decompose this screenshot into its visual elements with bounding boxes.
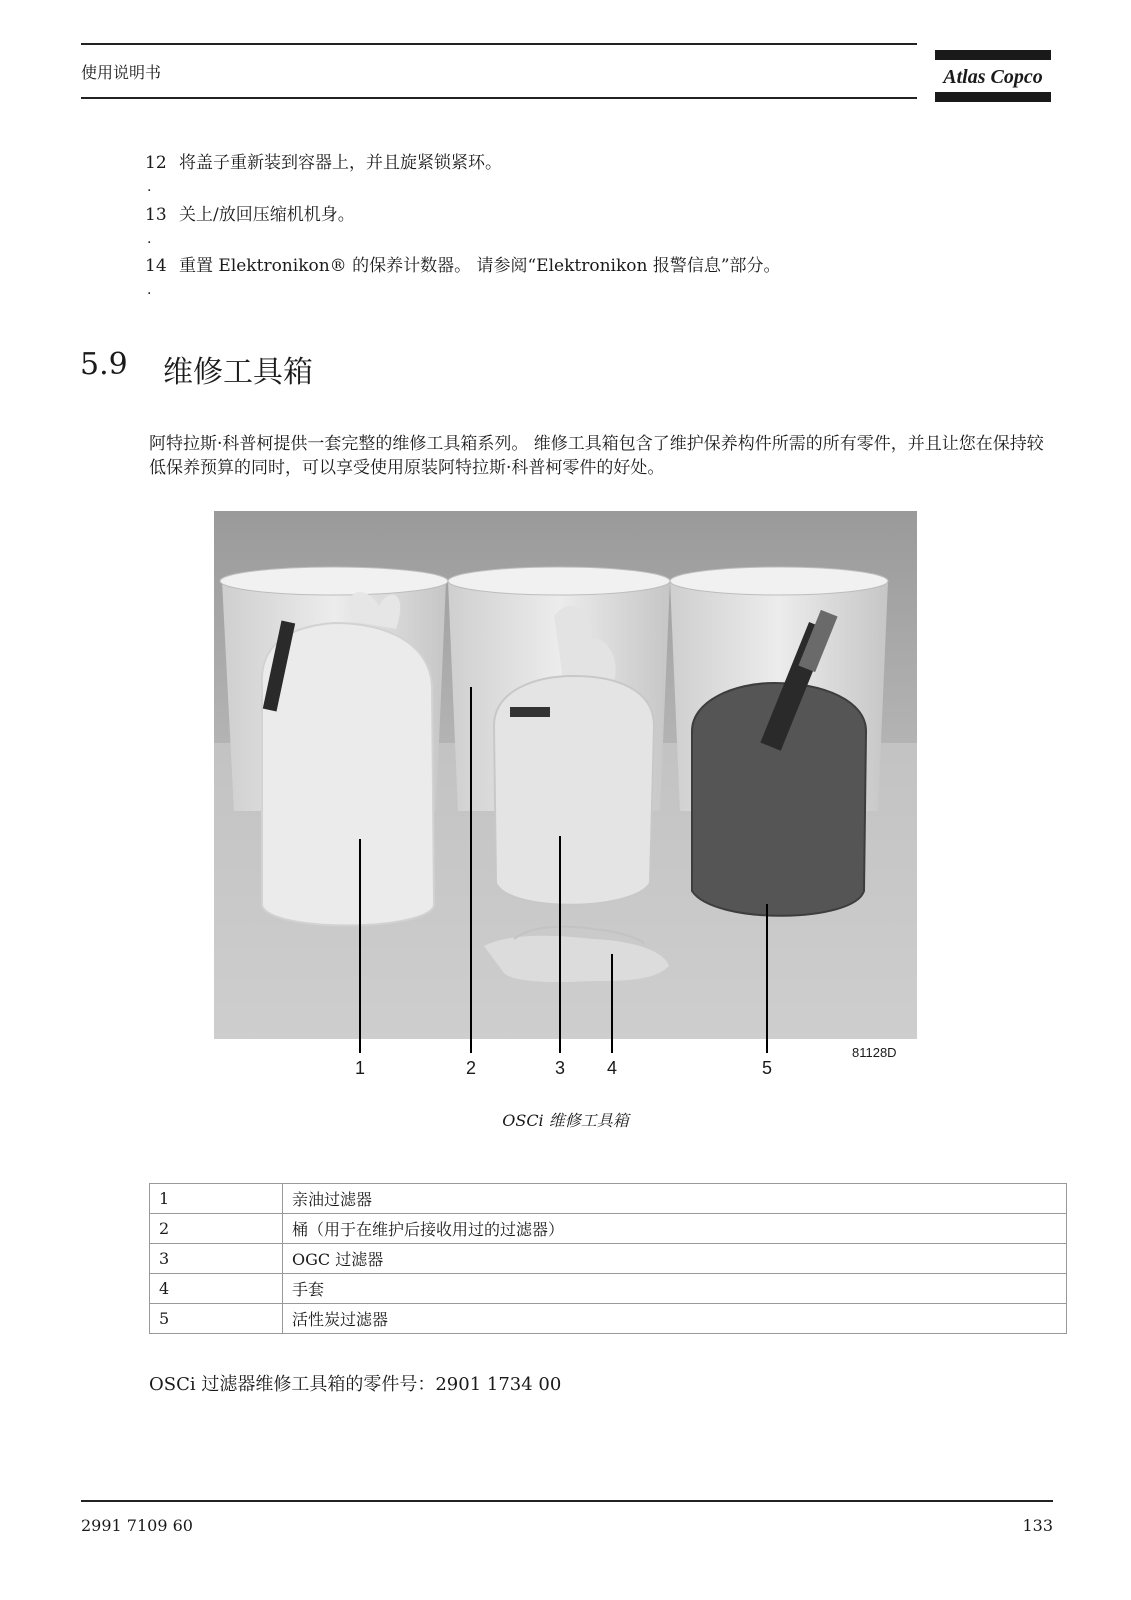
part-description-cell: 手套 xyxy=(283,1274,1067,1304)
table-row xyxy=(150,1244,1067,1274)
figure-reference: 81128D xyxy=(852,1045,897,1060)
part-description-cell: 活性炭过滤器 xyxy=(283,1304,1067,1334)
part-description-cell: 桶（用于在维护后接收用过的过滤器） xyxy=(283,1214,1067,1244)
document-number: 2991 7109 60 xyxy=(81,1516,193,1535)
callout-2: 2 xyxy=(465,1058,476,1078)
parts-table xyxy=(149,1183,1067,1334)
part-number-cell: 4 xyxy=(150,1274,283,1304)
table-row xyxy=(150,1184,1067,1214)
header-rule-top xyxy=(81,43,917,45)
part-description-cell: OGC 过滤器 xyxy=(283,1244,1067,1274)
part-number-cell: 5 xyxy=(150,1304,283,1334)
step-12 xyxy=(145,151,502,175)
logo-wordmark: Atlas Copco xyxy=(943,66,1043,88)
step-dot: . xyxy=(147,231,152,247)
page-number: 133 xyxy=(1022,1516,1053,1535)
step-dot: . xyxy=(147,179,152,195)
callout-4: 4 xyxy=(606,1058,617,1078)
section-number: 5.9 xyxy=(80,347,128,382)
step-14 xyxy=(145,254,781,278)
callout-lines-extension xyxy=(214,1039,917,1055)
header-rule-bottom xyxy=(81,97,917,99)
part-description-cell: 亲油过滤器 xyxy=(283,1184,1067,1214)
service-kit-photo xyxy=(214,511,917,1039)
part-number-cell: 1 xyxy=(150,1184,283,1214)
atlas-copco-logo xyxy=(935,50,1051,102)
footer-rule xyxy=(81,1500,1053,1502)
step-text: 关上/放回压缩机机身。 xyxy=(179,205,355,225)
section-title: 维修工具箱 xyxy=(163,355,313,390)
step-text: 重置 Elektronikon® 的保养计数器。 请参阅“Elektronikon 报警信息”部分。 xyxy=(179,256,781,276)
callout-1: 1 xyxy=(354,1058,365,1078)
table-row xyxy=(150,1274,1067,1304)
kit-part-number: OSCi 过滤器维修工具箱的零件号：2901 1734 00 xyxy=(149,1374,562,1395)
callout-5: 5 xyxy=(761,1058,772,1078)
step-dot: . xyxy=(147,282,152,298)
step-number: 12 xyxy=(145,153,167,173)
oleophilic-filter xyxy=(262,592,434,926)
table-row xyxy=(150,1214,1067,1244)
step-13 xyxy=(145,203,355,227)
part-number-cell: 3 xyxy=(150,1244,283,1274)
intro-paragraph: 阿特拉斯·科普柯提供一套完整的维修工具箱系列。 维修工具箱包含了维护保养构件所需的所有零件，并且让您在保持较低保养预算的同时，可以享受使用原装阿特拉斯·科普柯零件的好处。 xyxy=(149,434,1044,478)
part-number-cell: 2 xyxy=(150,1214,283,1244)
step-number: 14 xyxy=(145,256,167,276)
header-title: 使用说明书 xyxy=(81,63,162,82)
figure-caption: OSCi 维修工具箱 xyxy=(502,1111,629,1130)
step-number: 13 xyxy=(145,205,167,225)
step-text: 将盖子重新装到容器上，并且旋紧锁紧环。 xyxy=(179,153,502,173)
kit-illustration xyxy=(214,511,917,1039)
table-row xyxy=(150,1304,1067,1334)
callout-3: 3 xyxy=(554,1058,565,1078)
